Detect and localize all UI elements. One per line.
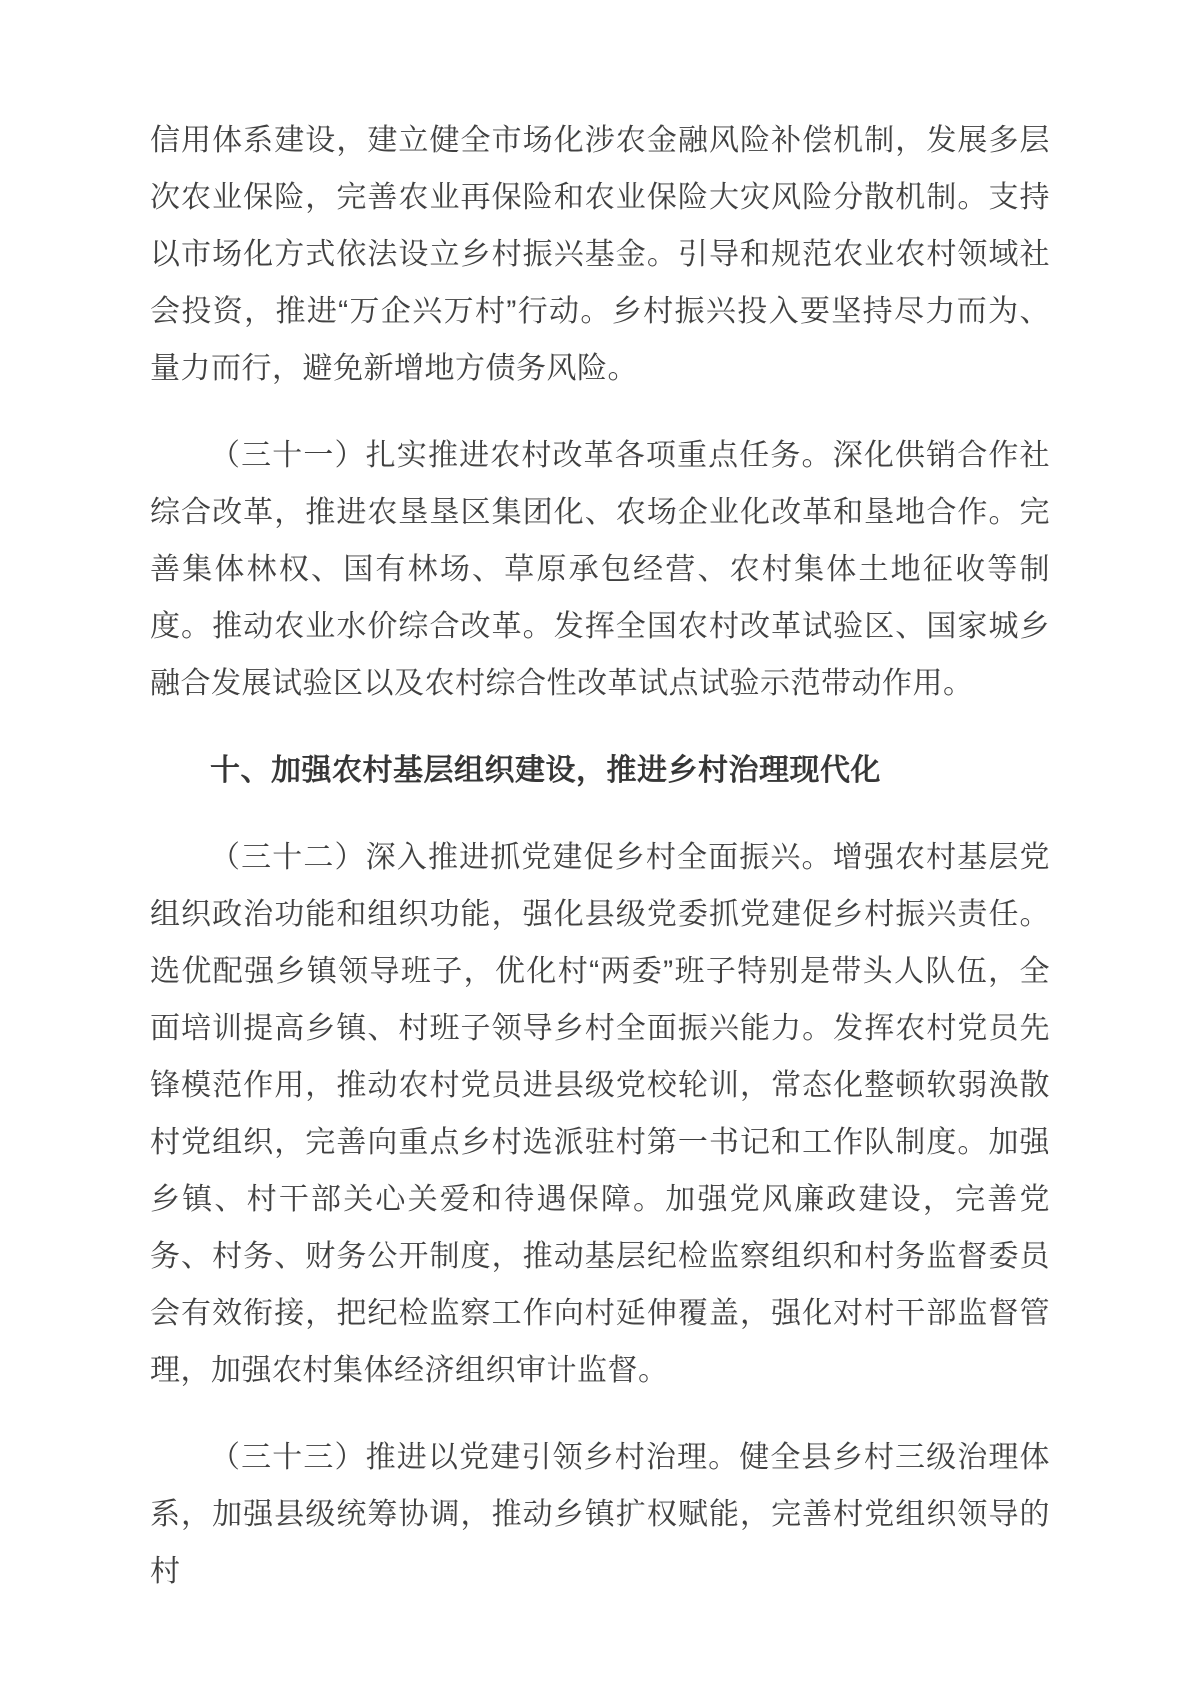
body-paragraph-section-33: （三十三）推进以党建引领乡村治理。健全县乡村三级治理体系，加强县级统筹协调，推动乡镇扩权赋能，完善村党组织领导的村 — [150, 1441, 1050, 1588]
section-heading-chapter-10: 十、加强农村基层组织建设，推进乡村治理现代化 — [210, 754, 881, 787]
body-paragraph-section-32: （三十二）深入推进抓党建促乡村全面振兴。增强农村基层党组织政治功能和组织功能，强化县级党委抓党建促乡村振兴责任。选优配强乡镇领导班子，优化村“两委”班子特别是带头人队伍，全面培训提高乡镇、村班子领导乡村全面振兴能力。发挥农村党员先锋模范作用，推动农村党员进县级党校轮训，常态化整顿软弱涣散村党组织，完善向重点乡村选派驻村第一书记和工作队制度。加强乡镇、村干部关心关爱和待遇保障。加强党风廉政建设，完善党务、村务、财务公开制度，推动基层纪检监察组织和村务监督委员会有效衔接，把纪检监察工作向村延伸覆盖，强化对村干部监督管理，加强农村集体经济组织审计监督。 — [150, 841, 1050, 1387]
document-body — [150, 112, 1050, 1600]
body-paragraph-continuation: 信用体系建设，建立健全市场化涉农金融风险补偿机制，发展多层次农业保险，完善农业再保险和农业保险大灾风险分散机制。支持以市场化方式依法设立乡村振兴基金。引导和规范农业农村领域社会投资，推进“万企兴万村”行动。乡村振兴投入要坚持尽力而为、量力而行，避免新增地方债务风险。 — [150, 124, 1050, 385]
body-paragraph-section-31: （三十一）扎实推进农村改革各项重点任务。深化供销合作社综合改革，推进农垦垦区集团化、农场企业化改革和垦地合作。完善集体林权、国有林场、草原承包经营、农村集体土地征收等制度。推动农业水价综合改革。发挥全国农村改革试验区、国家城乡融合发展试验区以及农村综合性改革试点试验示范带动作用。 — [150, 439, 1050, 700]
